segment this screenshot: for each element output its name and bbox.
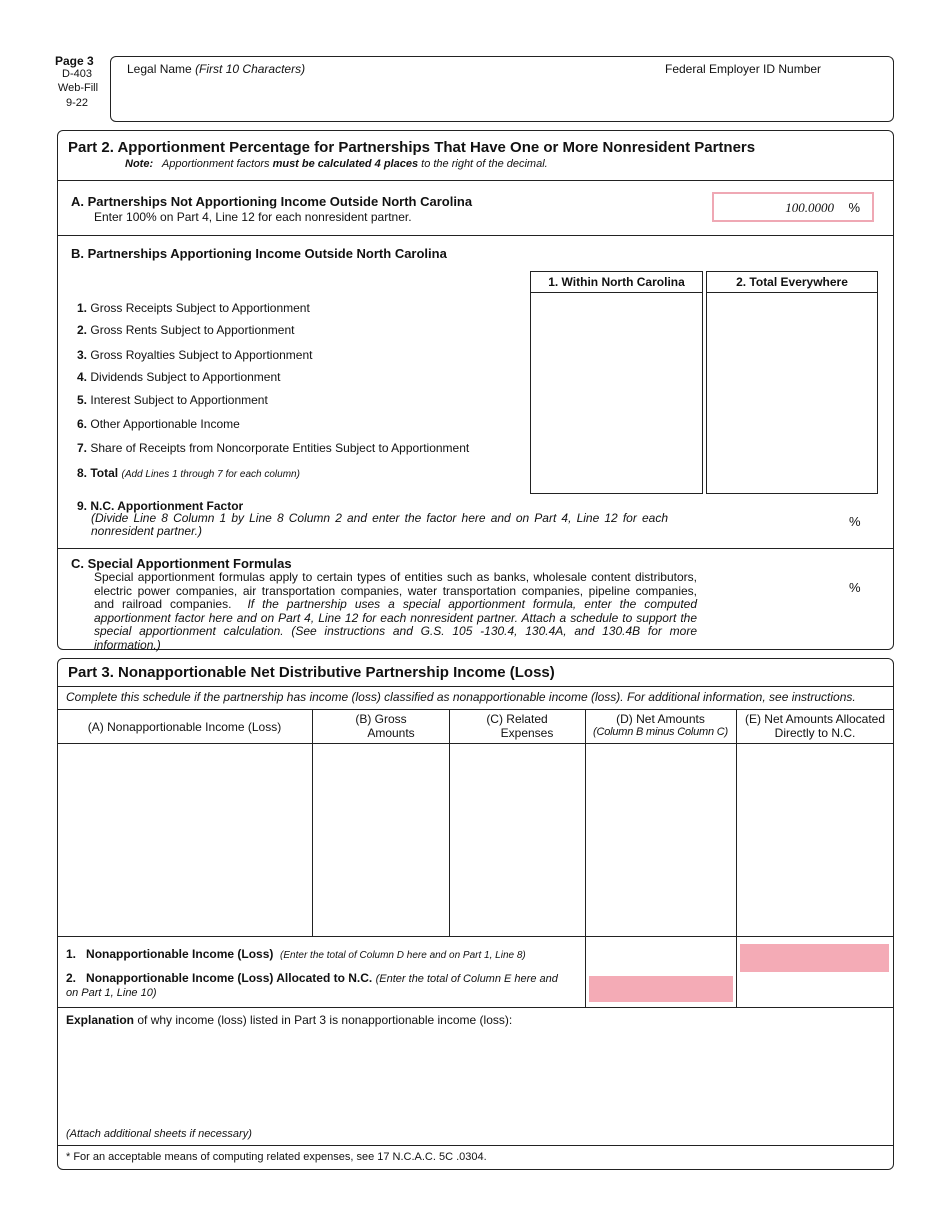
col-a-header: (A) Nonapportionable Income (Loss) (87, 720, 282, 734)
section-a-text: Enter 100% on Part 4, Line 12 for each nonresident partner. (94, 210, 412, 224)
divider (57, 743, 894, 744)
section-a-title: A. Partnerships Not Apportioning Income Outside North Carolina (71, 194, 473, 209)
divider (57, 936, 894, 937)
percent-sign: % (849, 580, 861, 595)
line-1: 1. Gross Receipts Subject to Apportionment (77, 301, 310, 315)
col-b-input[interactable] (315, 746, 447, 934)
section-c-input[interactable] (712, 576, 844, 598)
part2-note: Note: Apportionment factors must be calculated 4 places to the right of the decimal. (125, 158, 548, 170)
divider (57, 1007, 894, 1008)
col-d-input[interactable] (588, 746, 734, 934)
form-version: Web-Fill (57, 82, 99, 94)
line-1-col-d-input[interactable] (589, 943, 733, 967)
col-c-header-2: Expenses (500, 726, 554, 740)
line-2-col-d-shaded (589, 976, 733, 1002)
divider (449, 709, 450, 936)
divider (57, 1145, 894, 1146)
form-date: 9-22 (65, 97, 89, 109)
line-4: 4. Dividends Subject to Apportionment (77, 370, 281, 384)
line-2-col-e-input[interactable] (740, 976, 889, 1002)
page-number: Page 3 (55, 54, 94, 68)
part3-title: Part 3. Nonapportionable Net Distributive Partnership Income (Loss) (68, 664, 555, 681)
percent-sign: % (849, 514, 861, 529)
explanation-input[interactable] (64, 1030, 886, 1124)
footnote: * For an acceptable means of computing related expenses, see 17 N.C.A.C. 5C .0304. (66, 1151, 487, 1163)
form-number: D-403 (62, 68, 92, 80)
col-e-input[interactable] (739, 746, 892, 934)
col-d-header-1: (D) Net Amounts (616, 712, 705, 726)
col-c-header-1: (C) Related (486, 712, 548, 726)
part3-instructions: Complete this schedule if the partnership has income (loss) classified as nonapportionable income (loss). For additional information, see instructions. (66, 690, 856, 704)
fein-label: Federal Employer ID Number (665, 62, 822, 76)
percent-sign: % (848, 200, 860, 215)
section-c-title: C. Special Apportionment Formulas (71, 556, 292, 571)
part2-title: Part 2. Apportionment Percentage for Partnerships That Have One or More Nonresident Partners (68, 139, 756, 156)
divider (585, 709, 586, 1007)
section-a-value: 100.0000 (785, 200, 834, 215)
divider (736, 709, 737, 1007)
col1-header: 1. Within North Carolina (548, 275, 685, 289)
divider (706, 292, 878, 293)
section-c-text: Special apportionment formulas apply to certain types of entities such as banks, wholesale content distributors, electric power companies, air transportation companies, water transportation companies, pipeline companies, and railroad companies. If the partnership uses a special apportionment formula, enter the computed apportionment factor here and on Part 4, Line 12 for each nonresident partner. Attach a schedule to support the special apportionment calculation. (See instructions and G.S. 105 -130.4, 130.4A, and 130.4B for more information.) (94, 570, 698, 652)
line-2: 2. Gross Rents Subject to Apportionment (77, 323, 295, 337)
col2-input[interactable] (709, 295, 875, 491)
part3-line-1: 1. Nonapportionable Income (Loss) (Enter the total of Column D here and on Part 1, Line 8) (66, 947, 526, 961)
legal-name-label: Legal Name (First 10 Characters) (127, 62, 306, 76)
line-9-text: (Divide Line 8 Column 1 by Line 8 Column 2 and enter the factor here and on Part 4, Line 12 for each nonresident partner.) (91, 511, 668, 538)
line-6: 6. Other Apportionable Income (77, 417, 240, 431)
col-e-header-2: Directly to N.C. (774, 726, 856, 740)
col-b-header-1: (B) Gross (355, 712, 407, 726)
part3-line-2: 2. Nonapportionable Income (Loss) Allocated to N.C. (Enter the total of Column E here and on Part 1, Line 10) (66, 971, 558, 999)
line-9-input[interactable] (712, 510, 844, 532)
attach-note: (Attach additional sheets if necessary) (66, 1128, 252, 1140)
section-a-field[interactable] (712, 192, 874, 222)
fein-input[interactable] (662, 78, 882, 114)
divider (312, 709, 313, 936)
col-a-input[interactable] (60, 746, 310, 934)
line-9-title: 9. N.C. Apportionment Factor (77, 499, 244, 513)
divider (57, 180, 894, 181)
line-7: 7. Share of Receipts from Noncorporate Entities Subject to Apportionment (77, 441, 470, 455)
divider (57, 686, 894, 687)
col-b-header-2: Amounts (367, 726, 415, 740)
col-c-input[interactable] (452, 746, 583, 934)
col-d-header-2: (Column B minus Column C) (593, 726, 728, 738)
legal-name-input[interactable] (125, 78, 625, 114)
section-b-title: B. Partnerships Apportioning Income Outside North Carolina (71, 246, 447, 261)
line-5: 5. Interest Subject to Apportionment (77, 393, 268, 407)
col1-input[interactable] (533, 295, 700, 491)
line-3: 3. Gross Royalties Subject to Apportionment (77, 348, 313, 362)
divider (57, 709, 894, 710)
divider (57, 548, 894, 549)
divider (57, 235, 894, 236)
col2-header: 2. Total Everywhere (736, 275, 848, 289)
col-e-header-1: (E) Net Amounts Allocated (744, 712, 886, 726)
divider (530, 292, 703, 293)
explanation-label: Explanation of why income (loss) listed in Part 3 is nonapportionable income (loss): (66, 1013, 513, 1027)
line-8: 8. Total (Add Lines 1 through 7 for each column) (77, 466, 300, 480)
line-1-col-e-shaded (740, 944, 889, 972)
